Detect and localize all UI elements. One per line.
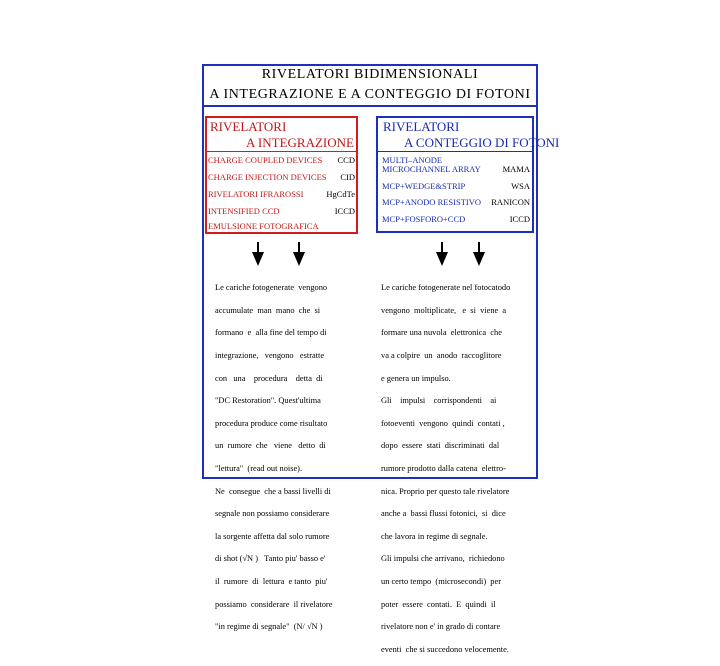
detector-abbr: WSA — [511, 181, 530, 191]
text-line: Ne consegue che a bassi livelli di — [215, 486, 331, 496]
text-line: Le cariche fotogenerate nel fotocatodo — [381, 283, 511, 293]
detector-name: MCP+ANODO RESISTIVO — [382, 197, 482, 207]
text-line: va a colpire un anodo raccoglitore — [381, 351, 502, 361]
down-arrow-icon — [292, 242, 306, 266]
integration-row — [208, 189, 355, 199]
detector-name: CHARGE COUPLED DEVICES — [208, 155, 323, 165]
counting-description — [381, 271, 510, 666]
text-line: vengono moltiplicate, e si viene a — [381, 305, 507, 315]
detector-name: MULTI–ANODE — [382, 155, 443, 165]
down-arrow-icon — [435, 242, 449, 266]
detector-abbr: ICCD — [509, 214, 530, 224]
text-line: eventi che si succedono velocemente. — [381, 644, 509, 654]
text-line: di shot (√N ) Tanto piu' basso e' — [215, 554, 326, 564]
text-line: integrazione, vengono estratte — [215, 351, 325, 361]
counting-header-line1: RIVELATORI — [383, 119, 460, 134]
text-line: "in regime di segnale" (N/ √N ) — [215, 622, 323, 632]
text-line: accumulate man mano che si — [215, 305, 321, 315]
integration-row — [208, 206, 355, 216]
integration-row — [208, 172, 355, 182]
integration-row — [208, 155, 355, 165]
text-line: il rumore di lettura e tanto piu' — [215, 577, 328, 587]
text-line: e genera un impulso. — [381, 373, 451, 383]
detector-abbr: CCD — [337, 155, 355, 165]
text-line: procedura produce come risultato — [215, 418, 328, 428]
detector-name: RIVELATORI IFRAROSSI — [208, 189, 304, 199]
counting-header-line2: A CONTEGGIO DI FOTONI — [404, 135, 560, 150]
text-line: possiamo considerare il rivelatore — [215, 599, 333, 609]
text-line: fotoeventi vengono quindi contati , — [381, 418, 505, 428]
text-line: la sorgente affetta dal solo rumore — [215, 531, 330, 541]
text-line: rumore prodotto dalla catena elettro- — [381, 464, 506, 474]
counting-row — [382, 181, 530, 191]
integration-header-divider — [205, 151, 358, 152]
text-line: nica. Proprio per questo tale rivelatore — [381, 486, 510, 496]
text-line: rivelatore non e' in grado di contare — [381, 622, 501, 632]
text-line: Gli impulsi corrispondenti ai — [381, 396, 497, 406]
counting-header-divider — [376, 151, 534, 152]
detector-abbr: ICCD — [334, 206, 355, 216]
counting-row — [382, 197, 530, 207]
text-line: dopo essere stati discriminati dal — [381, 441, 500, 451]
text-line: che lavora in regime di segnale. — [381, 531, 488, 541]
detector-name: CHARGE INJECTION DEVICES — [208, 172, 327, 182]
integration-row — [208, 221, 355, 231]
text-line: formare una nuvola elettronica che — [381, 328, 502, 338]
text-line: segnale non possiamo considerare — [215, 509, 330, 519]
detector-abbr: HgCdTe — [326, 189, 355, 199]
slide-title-line2: A INTEGRAZIONE E A CONTEGGIO DI FOTONI — [209, 87, 531, 102]
slide-title-line1: RIVELATORI BIDIMENSIONALI — [261, 67, 479, 82]
counting-row — [382, 214, 530, 224]
integration-header-line2: A INTEGRAZIONE — [246, 135, 354, 150]
counting-row — [382, 164, 530, 174]
text-line: un rumore che viene detto di — [215, 441, 326, 451]
text-line: un certo tempo (microsecondi) per — [381, 577, 501, 587]
detector-abbr: MAMA — [502, 164, 530, 174]
detector-name: EMULSIONE FOTOGRAFICA — [208, 221, 319, 231]
integration-header-line1: RIVELATORI — [210, 119, 287, 134]
text-line: "DC Restoration". Quest'ultima — [215, 396, 321, 406]
text-line: Le cariche fotogenerate vengono — [215, 283, 328, 293]
integration-description — [215, 271, 332, 644]
text-line: con una procedura detta di — [215, 373, 323, 383]
text-line: anche a bassi flussi fotonici, si dice — [381, 509, 506, 519]
down-arrow-icon — [251, 242, 265, 266]
detector-name: MCP+WEDGE&STRIP — [382, 181, 466, 191]
title-separator — [202, 105, 538, 107]
detector-abbr: CID — [340, 172, 355, 182]
text-line: poter essere contati. E quindi il — [381, 599, 496, 609]
down-arrow-icon — [472, 242, 486, 266]
text-line: formano e alla fine del tempo di — [215, 328, 327, 338]
detector-abbr: RANICON — [491, 197, 530, 207]
detector-name: MCP+FOSFORO+CCD — [382, 214, 466, 224]
text-line: "lettura" (read out noise). — [215, 464, 303, 474]
text-line: Gli impulsi che arrivano, richiedono — [381, 554, 505, 564]
detector-name: INTENSIFIED CCD — [208, 206, 280, 216]
detector-name: MICROCHANNEL ARRAY — [382, 164, 481, 174]
